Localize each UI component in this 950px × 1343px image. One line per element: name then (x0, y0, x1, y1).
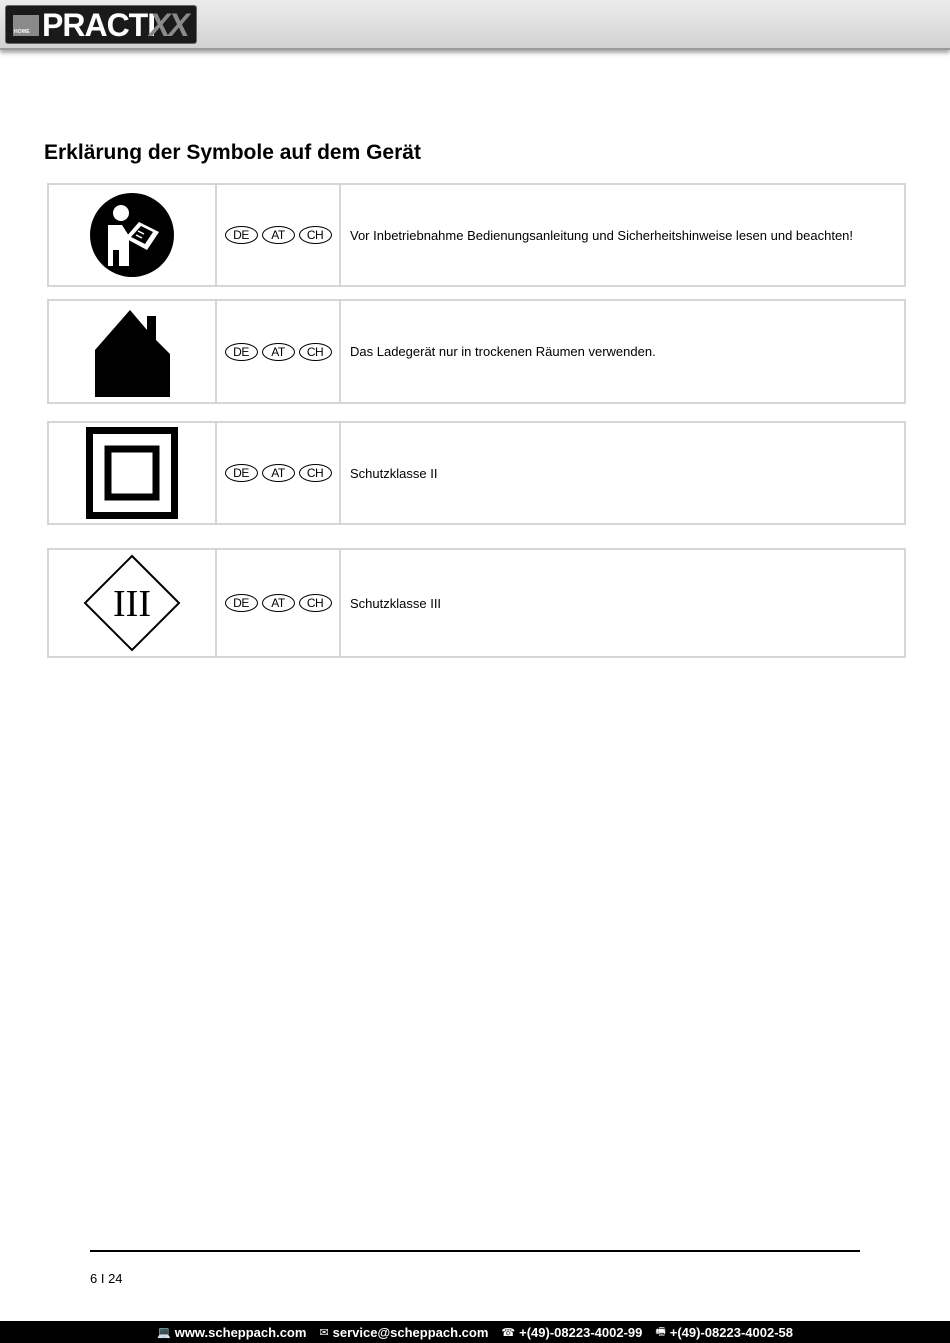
country-badge-at: AT (262, 594, 295, 612)
protection-class-iii-label: III (113, 583, 151, 625)
country-badge-de: DE (225, 464, 258, 482)
phone-icon: ☎ (501, 1326, 516, 1339)
country-badge-de: DE (225, 226, 258, 244)
footer-contact-bar (0, 1321, 950, 1343)
indoor-use-house-icon (92, 306, 172, 398)
country-badge-at: AT (262, 343, 295, 361)
symbol-description: Schutzklasse II (350, 465, 438, 481)
country-badges (217, 185, 341, 285)
symbol-row (47, 183, 906, 287)
symbol-description: Vor Inbetriebnahme Bedienungsanleitung und Sicherheitshinweise lesen und beachten! (350, 227, 854, 243)
protection-class-ii-icon (86, 427, 178, 519)
website-link[interactable]: www.scheppach.com (174, 1324, 307, 1340)
page-heading: Erklärung der Symbole auf dem Gerät (44, 141, 421, 164)
symbol-description: Schutzklasse III (350, 595, 442, 611)
country-badge-de: DE (225, 343, 258, 361)
footer-fax (655, 1323, 793, 1342)
country-badge-ch: CH (299, 226, 332, 244)
logo-home-text: HOME (14, 29, 30, 35)
country-badge-at: AT (262, 226, 295, 244)
practixx-logo[interactable] (5, 5, 197, 44)
country-badge-at: AT (262, 464, 295, 482)
protection-class-iii-icon (83, 554, 181, 652)
logo-xx-text: XX (149, 7, 188, 43)
page-number: 6 I 24 (90, 1271, 123, 1286)
symbol-description: Das Ladegerät nur in trockenen Räumen verwenden. (350, 344, 656, 359)
country-badge-de: DE (225, 594, 258, 612)
country-badge-ch: CH (299, 594, 332, 612)
symbol-row (47, 421, 906, 525)
footer-email[interactable] (319, 1325, 488, 1340)
fax-icon: 🖷 (655, 1325, 666, 1338)
logo-main-text: PRACTI (42, 7, 156, 43)
computer-icon: 💻 (157, 1326, 171, 1339)
footer-divider (90, 1250, 860, 1252)
symbol-row (47, 299, 906, 404)
symbol-cell (49, 423, 217, 523)
footer-website[interactable] (157, 1325, 306, 1340)
footer-phone[interactable] (501, 1325, 642, 1340)
symbol-cell (49, 301, 217, 402)
fax-number: +(49)-08223-4002-58 (669, 1324, 793, 1340)
country-badge-ch: CH (299, 343, 332, 361)
read-manual-icon (89, 192, 175, 278)
phone-number[interactable]: +(49)-08223-4002-99 (519, 1324, 643, 1340)
country-badges (217, 301, 341, 402)
country-badges (217, 550, 341, 656)
country-badges (217, 423, 341, 523)
email-icon: ✉ (319, 1326, 329, 1339)
symbol-cell (49, 185, 217, 285)
symbol-row (47, 548, 906, 658)
header-bar (0, 0, 950, 50)
email-link[interactable]: service@scheppach.com (332, 1324, 489, 1340)
country-badge-ch: CH (299, 464, 332, 482)
symbol-cell (49, 550, 217, 656)
